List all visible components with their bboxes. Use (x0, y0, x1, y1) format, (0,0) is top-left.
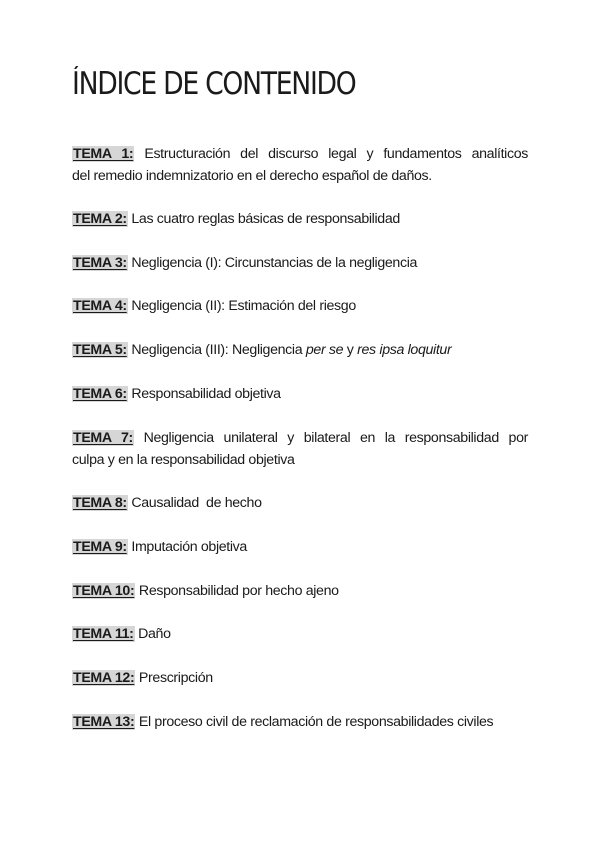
toc-entry-3-title: Negligencia (I): Circunstancias de la negligencia (131, 255, 418, 271)
toc-entry-1-title-line-1: Estructuración del discurso legal y fundamentos analíticos (144, 146, 529, 162)
toc-entry-2-label: TEMA 2: (73, 211, 127, 227)
toc-entry-7-line-2 (72, 449, 528, 471)
toc-entry-5-conjunction: y (346, 342, 354, 358)
toc-entry-13 (72, 711, 528, 733)
toc-entry-7-title-line-2: culpa y en la responsabilidad objetiva (72, 452, 295, 468)
toc-entry-7-title-line-1: Negligencia unilateral y bilateral en la responsabilidad por (143, 430, 528, 446)
toc-entry-6 (72, 383, 528, 405)
toc-entry-8-label: TEMA 8: (73, 495, 127, 511)
toc-entry-2-title: Las cuatro reglas básicas de responsabilidad (131, 211, 400, 227)
toc-entry-11-title: Daño (138, 626, 171, 642)
toc-entry-1-label: TEMA 1: (73, 146, 134, 162)
toc-entry-9-title: Imputación objetiva (131, 539, 247, 555)
toc-entry-7-line-1 (72, 427, 528, 449)
toc-entry-4-title: Negligencia (II): Estimación del riesgo (131, 298, 356, 314)
toc-entry-1 (72, 143, 528, 187)
toc-entry-9-label: TEMA 9: (73, 539, 127, 555)
toc-entry-1-title-line-2: del remedio indemnizatorio en el derecho español de daños. (72, 168, 432, 184)
toc-entry-12 (72, 667, 528, 689)
toc-entry-5-italic-res-ipsa: res ipsa loquitur (357, 342, 452, 358)
toc-entry-12-title: Prescripción (138, 670, 213, 686)
toc-entry-5 (72, 339, 528, 361)
toc-entry-7-label: TEMA 7: (73, 430, 133, 446)
toc-entry-3-label: TEMA 3: (73, 255, 127, 271)
toc-entry-1-line-2 (72, 165, 528, 187)
toc-entry-4 (72, 295, 528, 317)
toc-entry-5-italic-per-se: per se (305, 342, 344, 358)
toc-entry-3 (72, 252, 528, 274)
toc-entry-4-label: TEMA 4: (73, 298, 127, 314)
toc-entry-10-title: Responsabilidad por hecho ajeno (138, 583, 339, 599)
toc-entry-13-label: TEMA 13: (73, 714, 135, 730)
toc-entry-9 (72, 536, 528, 558)
toc-entry-6-label: TEMA 6: (73, 386, 127, 402)
toc-entry-13-title: El proceso civil de reclamación de responsabilidades civiles (138, 714, 494, 730)
toc-entry-8-title: Causalidad de hecho (131, 495, 262, 511)
toc-entry-11 (72, 623, 528, 645)
toc-entry-5-title: Negligencia (III): Negligencia (131, 342, 303, 358)
toc-entry-10 (72, 580, 528, 602)
toc-entry-12-label: TEMA 12: (73, 670, 135, 686)
toc-entry-11-label: TEMA 11: (73, 626, 134, 642)
toc-entry-8 (72, 492, 528, 514)
toc-entry-6-title: Responsabilidad objetiva (131, 386, 281, 402)
toc-entry-2 (72, 208, 528, 230)
page-title: ÍNDICE DE CONTENIDO (72, 66, 356, 102)
toc-entry-1-line-1 (72, 143, 528, 165)
toc-entry-5-label: TEMA 5: (73, 342, 127, 358)
toc-entry-10-label: TEMA 10: (73, 583, 135, 599)
toc-entry-7 (72, 427, 528, 471)
